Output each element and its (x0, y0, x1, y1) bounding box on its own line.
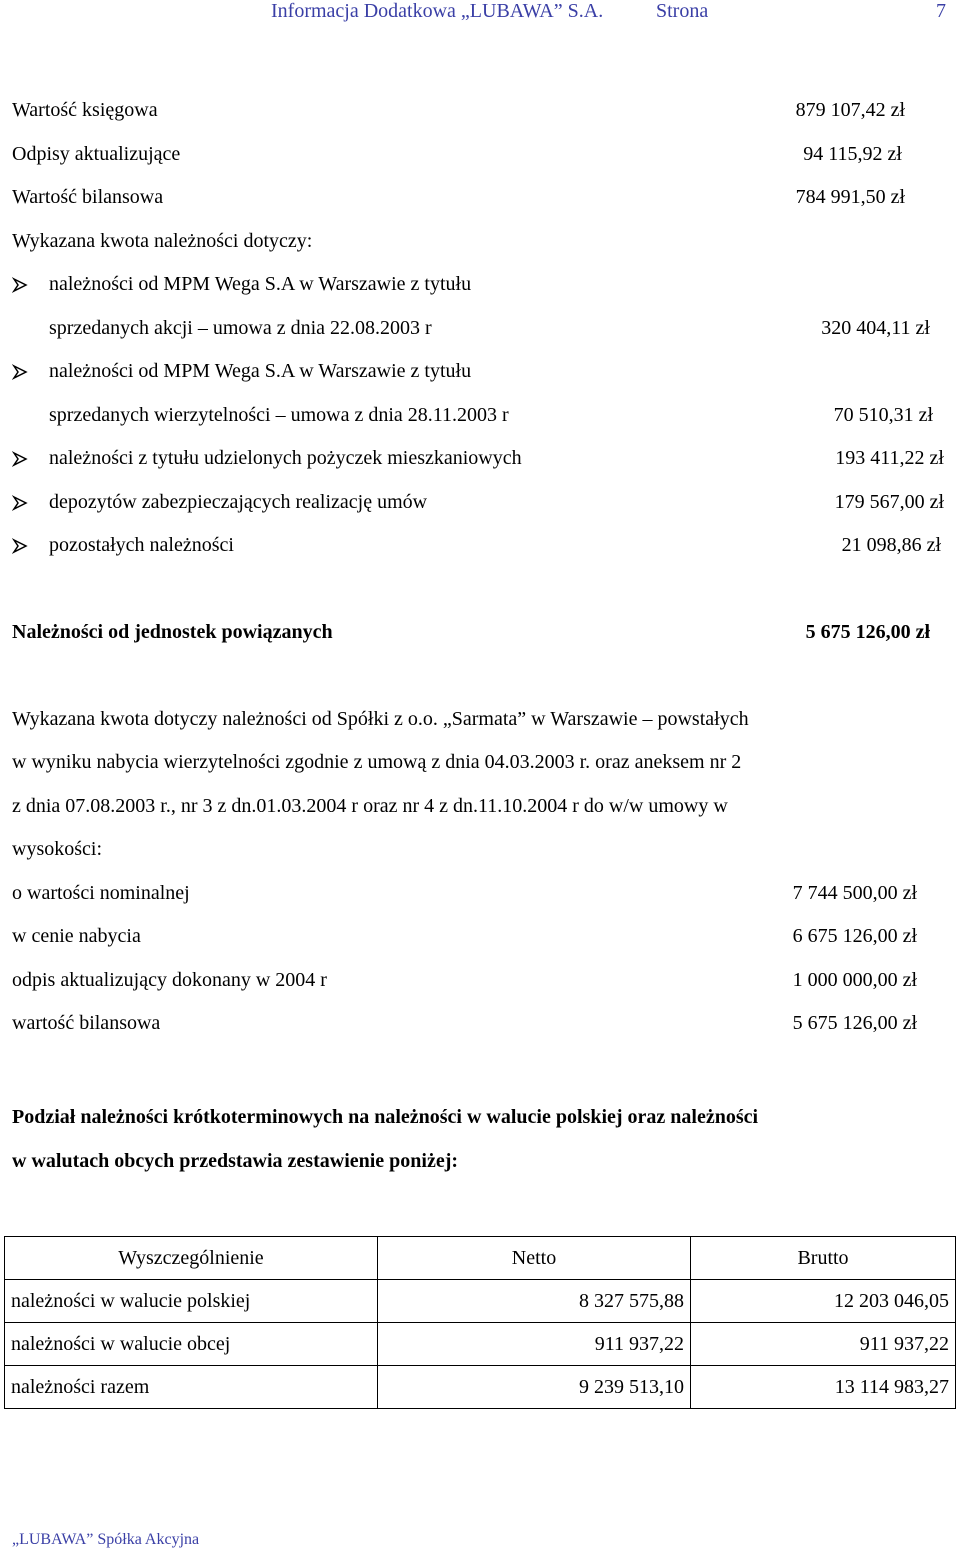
arrow-bullet-icon (12, 538, 28, 554)
list-item-value: 193 411,22 zł (835, 447, 944, 469)
detail-label: w cenie nabycia (12, 925, 141, 947)
paragraph-line: z dnia 07.08.2003 r., nr 3 z dn.01.03.2004 r oraz nr 4 z dn.11.10.2004 r do w/w umowy w (12, 795, 728, 817)
table-header-cell: Netto (378, 1237, 691, 1280)
arrow-bullet-icon (12, 364, 28, 380)
list-item-value: 320 404,11 zł (821, 317, 930, 339)
list-item-text: należności od MPM Wega S.A w Warszawie z tytułu (49, 273, 472, 295)
list-item (12, 447, 28, 470)
arrow-bullet-icon (12, 451, 28, 467)
arrow-bullet-icon (12, 277, 28, 293)
list-item (12, 360, 28, 383)
table-row (5, 1323, 956, 1366)
list-item (12, 491, 28, 514)
detail-label: odpis aktualizujący dokonany w 2004 r (12, 969, 327, 991)
page-number: 7 (936, 0, 946, 22)
summary-label: Wartość bilansowa (12, 186, 164, 208)
table-header-cell: Wyszczególnienie (5, 1237, 378, 1280)
table-row (5, 1366, 956, 1409)
table-header-cell: Brutto (691, 1237, 956, 1280)
list-item (12, 273, 28, 296)
list-item-value: 21 098,86 zł (841, 534, 941, 556)
detail-value: 7 744 500,00 zł (792, 882, 917, 904)
table-cell: 12 203 046,05 (691, 1280, 956, 1323)
detail-value: 5 675 126,00 zł (792, 1012, 917, 1034)
list-item-text: sprzedanych wierzytelności – umowa z dnia 28.11.2003 r (49, 404, 509, 426)
list-item-text: depozytów zabezpieczających realizację umów (49, 491, 428, 513)
list-item-text: sprzedanych akcji – umowa z dnia 22.08.2003 r (49, 317, 432, 339)
table-cell: 911 937,22 (378, 1323, 691, 1366)
table-cell: 911 937,22 (691, 1323, 956, 1366)
summary-value: 94 115,92 zł (803, 143, 902, 165)
intro-text: Wykazana kwota należności dotyczy: (12, 230, 313, 252)
detail-value: 1 000 000,00 zł (792, 969, 917, 991)
list-item-value: 70 510,31 zł (833, 404, 933, 426)
page-header-title: Informacja Dodatkowa „LUBAWA” S.A. (271, 0, 604, 22)
table-cell: 9 239 513,10 (378, 1366, 691, 1409)
summary-value: 879 107,42 zł (795, 99, 905, 121)
table-cell: należności w walucie obcej (5, 1323, 378, 1366)
paragraph-line: wysokości: (12, 838, 102, 860)
paragraph-line: w wyniku nabycia wierzytelności zgodnie z umową z dnia 04.03.2003 r. oraz aneksem nr 2 (12, 751, 742, 773)
related-value: 5 675 126,00 zł (805, 621, 930, 643)
table-cell: należności w walucie polskiej (5, 1280, 378, 1323)
section-title-line: w walutach obcych przedstawia zestawienie poniżej: (12, 1150, 459, 1172)
list-item (12, 534, 28, 557)
list-item-text: należności z tytułu udzielonych pożyczek mieszkaniowych (49, 447, 522, 469)
receivables-table (4, 1236, 956, 1409)
related-label: Należności od jednostek powiązanych (12, 621, 333, 643)
page-footer: „LUBAWA” Spółka Akcyjna (12, 1531, 200, 1548)
detail-value: 6 675 126,00 zł (792, 925, 917, 947)
list-item-text: należności od MPM Wega S.A w Warszawie z tytułu (49, 360, 472, 382)
detail-label: wartość bilansowa (12, 1012, 161, 1034)
summary-value: 784 991,50 zł (795, 186, 905, 208)
table-cell: 13 114 983,27 (691, 1366, 956, 1409)
table-row (5, 1280, 956, 1323)
summary-label: Wartość księgowa (12, 99, 158, 121)
page-header-label: Strona (656, 0, 709, 22)
table-cell: 8 327 575,88 (378, 1280, 691, 1323)
paragraph-line: Wykazana kwota dotyczy należności od Spółki z o.o. „Sarmata” w Warszawie – powstałych (12, 708, 749, 730)
arrow-bullet-icon (12, 495, 28, 511)
detail-label: o wartości nominalnej (12, 882, 190, 904)
table-header-row (5, 1237, 956, 1280)
table-cell: należności razem (5, 1366, 378, 1409)
section-title-line: Podział należności krótkoterminowych na należności w walucie polskiej oraz należności (12, 1106, 759, 1128)
summary-label: Odpisy aktualizujące (12, 143, 181, 165)
list-item-text: pozostałych należności (49, 534, 234, 556)
list-item-value: 179 567,00 zł (834, 491, 944, 513)
